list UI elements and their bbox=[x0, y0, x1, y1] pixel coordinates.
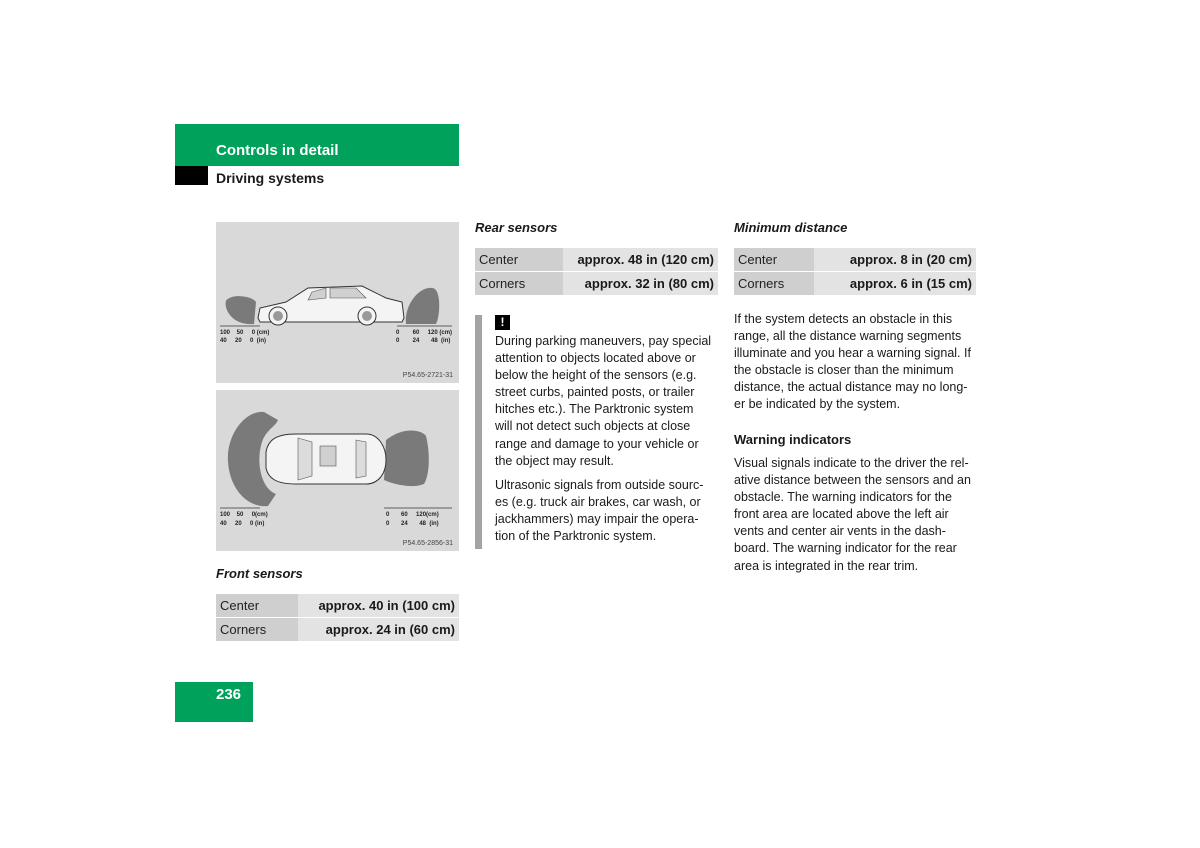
table-row bbox=[216, 618, 459, 642]
minimum-distance-text: If the system detects an obstacle in this range, all the distance warning segments illuminate and you hear a warning signal. If the obstacle is closer than the minimum distance, the actual distance may no long- er be indicated by the system. bbox=[734, 312, 971, 412]
rear-scale-cm: 0 60 120 (cm) bbox=[396, 330, 453, 336]
figure-code: P54.65-2721-31 bbox=[402, 372, 453, 379]
warning-indicators-text: Visual signals indicate to the driver the rel- ative distance between the sensors and an obstacle. The warning indicators for the front area are located above the left air vents and center air vents in the dash- board. The warning indicator for the rear area is integrated in the rear trim. bbox=[734, 456, 971, 573]
front-scale-in: 40 20 0 (in) bbox=[220, 338, 267, 344]
row-value: approx. 6 in (15 cm) bbox=[814, 272, 976, 296]
page-number-box bbox=[175, 682, 253, 722]
rear-scale-in: 0 24 48 (in) bbox=[386, 521, 439, 527]
minimum-distance-heading: Minimum distance bbox=[734, 220, 848, 235]
warning-icon: ! bbox=[495, 315, 510, 330]
header-marker bbox=[175, 166, 208, 185]
side-view-illustration bbox=[216, 222, 459, 383]
front-scale-in: 40 20 0 (in) bbox=[220, 521, 265, 527]
row-label: Corners bbox=[475, 272, 563, 296]
table-row bbox=[734, 272, 976, 296]
row-value: approx. 8 in (20 cm) bbox=[814, 248, 976, 272]
table-row bbox=[216, 594, 459, 618]
table-row bbox=[734, 248, 976, 272]
warning-text-ultrasonic: Ultrasonic signals from outside sourc- es (e.g. truck air brakes, car wash, or jackhammers) may impair the opera- tion of the Parktronic system. bbox=[495, 478, 704, 544]
row-label: Corners bbox=[734, 272, 814, 296]
table-row bbox=[475, 272, 718, 296]
warning-text: During parking maneuvers, pay special attention to objects located above or below the height of the sensors (e.g. street curbs, painted posts, or trailer hitches etc.). The Parktronic system will not detect such objects at close range and damage to your vehicle or the object may result. bbox=[495, 334, 712, 468]
row-label: Center bbox=[216, 594, 298, 618]
rear-scale-in: 0 24 48 (in) bbox=[396, 338, 451, 344]
row-label: Center bbox=[734, 248, 814, 272]
minimum-distance-table bbox=[734, 248, 976, 295]
front-scale-cm: 100 50 0(cm) bbox=[220, 512, 268, 518]
row-value: approx. 40 in (100 cm) bbox=[298, 594, 459, 618]
row-value: approx. 32 in (80 cm) bbox=[563, 272, 718, 296]
rear-sensors-table bbox=[475, 248, 718, 295]
top-view-figure bbox=[216, 390, 459, 551]
row-label: Corners bbox=[216, 618, 298, 642]
figure-code: P54.65-2856-31 bbox=[402, 540, 453, 547]
row-label: Center bbox=[475, 248, 563, 272]
row-value: approx. 24 in (60 cm) bbox=[298, 618, 459, 642]
warning-indicators-heading: Warning indicators bbox=[734, 432, 852, 447]
warning-bar bbox=[475, 315, 482, 549]
front-scale-cm: 100 50 0 (cm) bbox=[220, 330, 270, 336]
section-title: Controls in detail bbox=[216, 142, 339, 159]
front-sensors-table bbox=[216, 594, 459, 641]
front-sensors-heading: Front sensors bbox=[216, 566, 303, 581]
rear-sensors-heading: Rear sensors bbox=[475, 220, 558, 235]
page-number: 236 bbox=[216, 686, 242, 703]
rear-scale-cm: 0 60 120(cm) bbox=[386, 512, 439, 518]
table-row bbox=[475, 248, 718, 272]
side-view-figure bbox=[216, 222, 459, 383]
section-subtitle: Driving systems bbox=[216, 170, 325, 186]
row-value: approx. 48 in (120 cm) bbox=[563, 248, 718, 272]
